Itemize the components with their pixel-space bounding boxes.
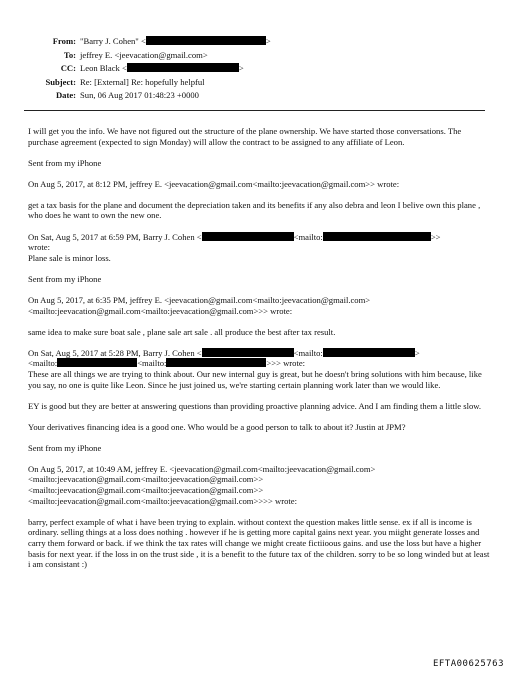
redaction-box: [166, 358, 266, 367]
from-tail: >: [265, 36, 271, 46]
signature: Sent from my iPhone: [28, 273, 102, 284]
document-id: EFTA00625763: [432, 659, 504, 670]
quote-header: <mailto:jeevacation@gmail.com<mailto:jeevacation@gmail.com>>> wrote:: [28, 305, 293, 316]
signature: Sent from my iPhone: [28, 157, 102, 168]
from-name: "Barry J. Cohen" <: [80, 36, 146, 46]
quote-text: Your derivatives financing idea is a good one. Who would be a good person to talk to about it? Justin at JPM?: [28, 421, 406, 432]
cc-row: [0, 63, 512, 77]
quote-wrote: wrote:: [28, 242, 50, 253]
quote-header-part: >: [414, 347, 420, 358]
date-value: Sun, 06 Aug 2017 01:48:23 +0000: [80, 90, 199, 100]
cc-value: [80, 63, 244, 74]
to-value: jeffrey E. <jeevacation@gmail.com>: [80, 49, 208, 60]
header-divider: [24, 110, 485, 111]
quote-header: [28, 232, 490, 243]
quote-header-part: >>: [430, 231, 441, 242]
subject-value: Re: [External] Re: hopefully helpful: [80, 76, 205, 87]
subject-label: Subject:: [45, 76, 76, 87]
cc-name: Leon Black <: [80, 63, 127, 73]
quote-header: <mailto:jeevacation@gmail.com<mailto:jeevacation@gmail.com>>: [28, 474, 264, 485]
to-label: To:: [63, 49, 76, 60]
cc-label: CC:: [60, 63, 76, 73]
redaction-box: [57, 358, 137, 367]
quote-header: [28, 358, 490, 369]
quote-header-part: <mailto:: [28, 358, 58, 369]
subject-row: [0, 77, 512, 91]
quote-text: get a tax basis for the plane and document the depreciation taken and its benefits if any also debra and leon I belive own this plane , who does he want to own the new one.: [28, 199, 481, 221]
quote-text: barry, perfect example of what i have been trying to explain. without context the question makes little sense. ex if all is income is ordinary. selling things at a loss does nothing . however if he is getting more capital gains next year. you miight generate losses and carry them forward or back. if we think the tax rates will change we might create fictiioous gains. and use the loss but have a higher basis for next year. if the loss in on the trust side , it is a benefit to the future tax of the children. sorry to be so long winded but at least i am consistant :): [28, 516, 490, 570]
quote-header: [28, 348, 490, 359]
redaction-box: [323, 232, 431, 241]
to-row: [0, 50, 512, 64]
quote-text: same idea to make sure boat sale , plane sale art sale . all produce the best after tax result.: [28, 326, 336, 337]
quote-header: On Aug 5, 2017, at 6:35 PM, jeffrey E. <jeevacation@gmail.com<mailto:jeevacation@gmail.com>: [28, 294, 371, 305]
cc-tail: >: [238, 63, 244, 73]
reply-paragraph: I will get you the info. We have not figured out the structure of the plane ownership. We have started those conversations. The purchase agreement (expected to sign Monday) will allow the contract to be assigned to any affiliate of Leon.: [28, 126, 462, 147]
redaction-box: [202, 232, 294, 241]
redaction-box: [202, 348, 294, 357]
signature: Sent from my iPhone: [28, 442, 102, 453]
redaction-box: [323, 348, 415, 357]
quote-header: <mailto:jeevacation@gmail.com<mailto:jeevacation@gmail.com>>>> wrote:: [28, 495, 297, 506]
date-row: [0, 90, 512, 104]
quote-header-part: On Sat, Aug 5, 2017 at 6:59 PM, Barry J. Cohen <: [28, 231, 202, 242]
quote-header-part: <mailto:: [137, 358, 167, 369]
quote-header: On Aug 5, 2017, at 8:12 PM, jeffrey E. <jeevacation@gmail.com<mailto:jeevacation@gmail.com>> wrote:: [28, 178, 400, 189]
quote-header: <mailto:jeevacation@gmail.com<mailto:jeevacation@gmail.com>>: [28, 485, 264, 496]
from-label: From:: [52, 36, 76, 46]
email-body: [28, 126, 490, 580]
quote-text: EY is good but they are better at answering questions than providing proactive planning advice. And I am finding them a little slow.: [28, 400, 482, 411]
from-row: [0, 36, 512, 50]
quote-text: These are all things we are trying to think about. Our new internal guy is great, but he doesn't bring solutions with him because, like you say, no one is quite like Leon. Since he just joined us, we're starting certain planning work later than we would like.: [28, 368, 482, 390]
email-header: [0, 36, 512, 104]
redaction-box: [146, 36, 266, 45]
date-label: Date:: [55, 90, 76, 100]
quote-header-part: >>> wrote:: [266, 358, 306, 369]
redaction-box: [127, 63, 239, 72]
quote-text: Plane sale is minor loss.: [28, 252, 111, 263]
quote-header-part: <mailto:: [293, 347, 323, 358]
quote-header: On Aug 5, 2017, at 10:49 AM, jeffrey E. <jeevacation@gmail.com<mailto:jeevacation@gmail.com>: [28, 463, 376, 474]
quote-header-part: <mailto:: [293, 231, 323, 242]
quote-header-part: On Sat, Aug 5, 2017 at 5:28 PM, Barry J. Cohen <: [28, 347, 202, 358]
from-value: [80, 36, 271, 47]
